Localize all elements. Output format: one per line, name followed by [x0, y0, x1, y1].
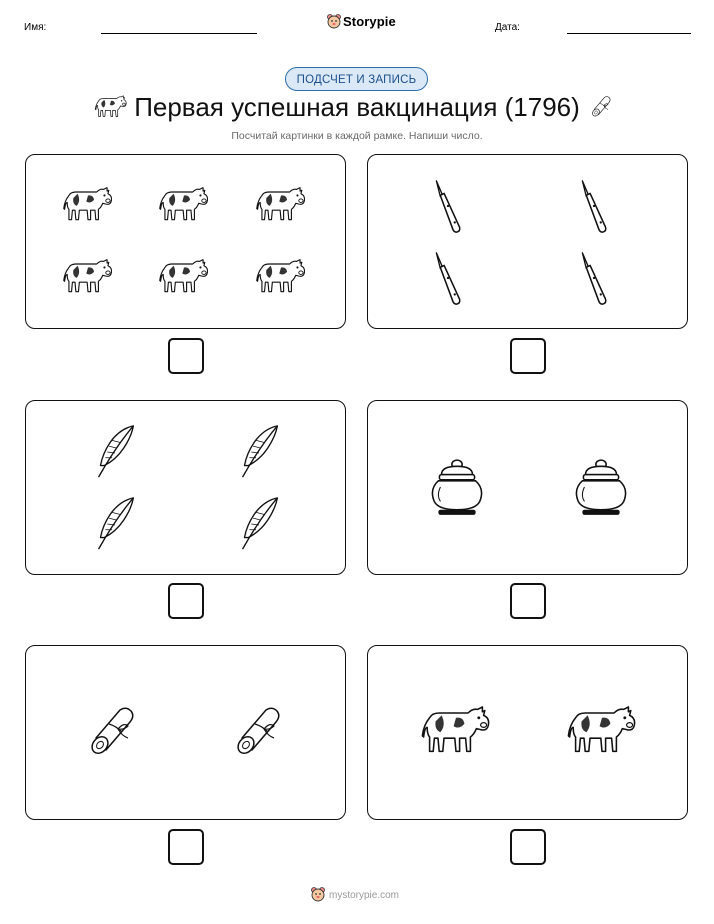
- quill-icon: [234, 495, 284, 553]
- scroll-icon: [230, 698, 290, 762]
- cow-icon: [255, 255, 307, 299]
- cow-icon: [62, 183, 114, 227]
- name-label: Имя:: [24, 22, 47, 33]
- brand-name: Storypie: [343, 14, 396, 29]
- answer-box-scrolls[interactable]: [168, 829, 204, 865]
- lancet-icon: [574, 249, 614, 307]
- count-panel-scrolls: [25, 645, 346, 820]
- instructions: Посчитай картинки в каждой рамке. Напиши число.: [231, 130, 483, 142]
- page-title: Первая успешная вакцинация (1796): [134, 92, 580, 122]
- cow-icon: [420, 701, 492, 761]
- jar-icon: [425, 456, 489, 518]
- count-panel-jars: [367, 400, 688, 575]
- answer-box-jars[interactable]: [510, 583, 546, 619]
- scroll-icon: [84, 698, 144, 762]
- answer-box-cows[interactable]: [168, 338, 204, 374]
- count-panel-cows: [25, 154, 346, 329]
- cow-icon: [62, 255, 114, 299]
- footer-site[interactable]: mystorypie.com: [329, 890, 400, 901]
- jar-icon: [569, 456, 633, 518]
- cow-icon: [255, 183, 307, 227]
- count-panel-cows-2: [367, 645, 688, 820]
- date-line[interactable]: [567, 33, 691, 34]
- count-panel-lancets: [367, 154, 688, 329]
- storypie-logo-icon: [310, 886, 326, 902]
- lancet-icon: [428, 249, 468, 307]
- date-label: Дата:: [495, 22, 520, 33]
- count-panel-quills: [25, 400, 346, 575]
- answer-box-cows-2[interactable]: [510, 829, 546, 865]
- storypie-logo-icon: [326, 13, 342, 29]
- quill-icon: [90, 495, 140, 553]
- lancet-icon: [428, 177, 468, 235]
- cow-icon: [566, 701, 638, 761]
- cow-icon: [158, 255, 210, 299]
- answer-box-lancets[interactable]: [510, 338, 546, 374]
- name-line[interactable]: [101, 33, 257, 34]
- quill-icon: [234, 423, 284, 481]
- answer-box-quills[interactable]: [168, 583, 204, 619]
- scroll-icon: [589, 92, 615, 120]
- activity-badge: ПОДСЧЕТ И ЗАПИСЬ: [285, 67, 428, 91]
- cow-icon: [158, 183, 210, 227]
- lancet-icon: [574, 177, 614, 235]
- quill-icon: [90, 423, 140, 481]
